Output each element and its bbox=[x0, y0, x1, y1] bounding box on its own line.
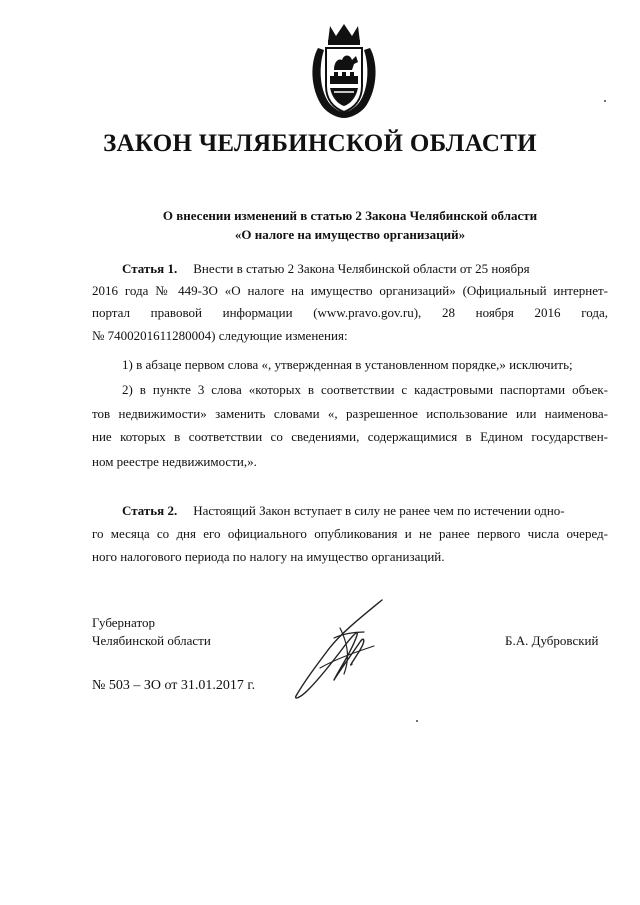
signatory-position bbox=[92, 614, 211, 650]
article-1-text: Внести в статью 2 Закона Челябинской области от 25 ноября bbox=[193, 261, 530, 276]
article-2-first-line bbox=[92, 502, 608, 520]
article-2-line: го месяца со дня его официального опубликования и не ранее первого числа очеред- bbox=[92, 526, 608, 541]
signer-name: Б.А. Дубровский bbox=[505, 633, 599, 648]
position-line: Челябинской области bbox=[92, 633, 211, 648]
article-2-line: ного налогового периода по налогу на имущество организаций. bbox=[92, 549, 445, 564]
article-1-label: Статья 1. bbox=[122, 261, 178, 276]
law-title: ЗАКОН ЧЕЛЯБИНСКОЙ ОБЛАСТИ bbox=[103, 130, 537, 157]
position-line: Губернатор bbox=[92, 615, 155, 630]
law-number-date: № 503 – ЗО от 31.01.2017 г. bbox=[92, 678, 256, 693]
article-1-item-2-line: ние которых в соответствии со сведениями, содержащимися в Едином государствен- bbox=[92, 429, 608, 444]
article-1-item-2-line: тов недвижимости» заменить словами «, разрешенное использование или наименова- bbox=[92, 406, 608, 421]
subtitle-line: О внесении изменений в статью 2 Закона Челябинской области bbox=[162, 208, 538, 223]
coat-of-arms-icon bbox=[308, 22, 380, 120]
scan-speck bbox=[604, 100, 606, 102]
article-1-line: № 7400201611280004) следующие изменения: bbox=[92, 328, 348, 343]
scan-speck bbox=[416, 720, 418, 722]
subtitle-line: «О налоге на имущество организаций» bbox=[234, 227, 466, 242]
article-1-item-2: 2) в пункте 3 слова «которых в соответствии с кадастровыми паспортами объек- bbox=[122, 382, 608, 397]
article-2-label: Статья 2. bbox=[122, 503, 178, 518]
article-1-first-line bbox=[92, 260, 608, 278]
article-1-item-2-line: ном реестре недвижимости,». bbox=[92, 454, 257, 469]
article-1-item-1: 1) в абзаце первом слова «, утвержденная в установленном порядке,» исключить; bbox=[122, 357, 573, 372]
law-subtitle bbox=[80, 206, 620, 244]
article-1-line: 2016 года № 449-ЗО «О налоге на имущество организаций» (Официальный интернет- bbox=[92, 283, 608, 298]
article-1-line: портал правовой информации (www.pravo.gov.ru), 28 ноября 2016 года, bbox=[92, 305, 608, 320]
article-2-text: Настоящий Закон вступает в силу не ранее чем по истечении одно- bbox=[193, 503, 565, 518]
handwritten-signature bbox=[290, 598, 390, 702]
